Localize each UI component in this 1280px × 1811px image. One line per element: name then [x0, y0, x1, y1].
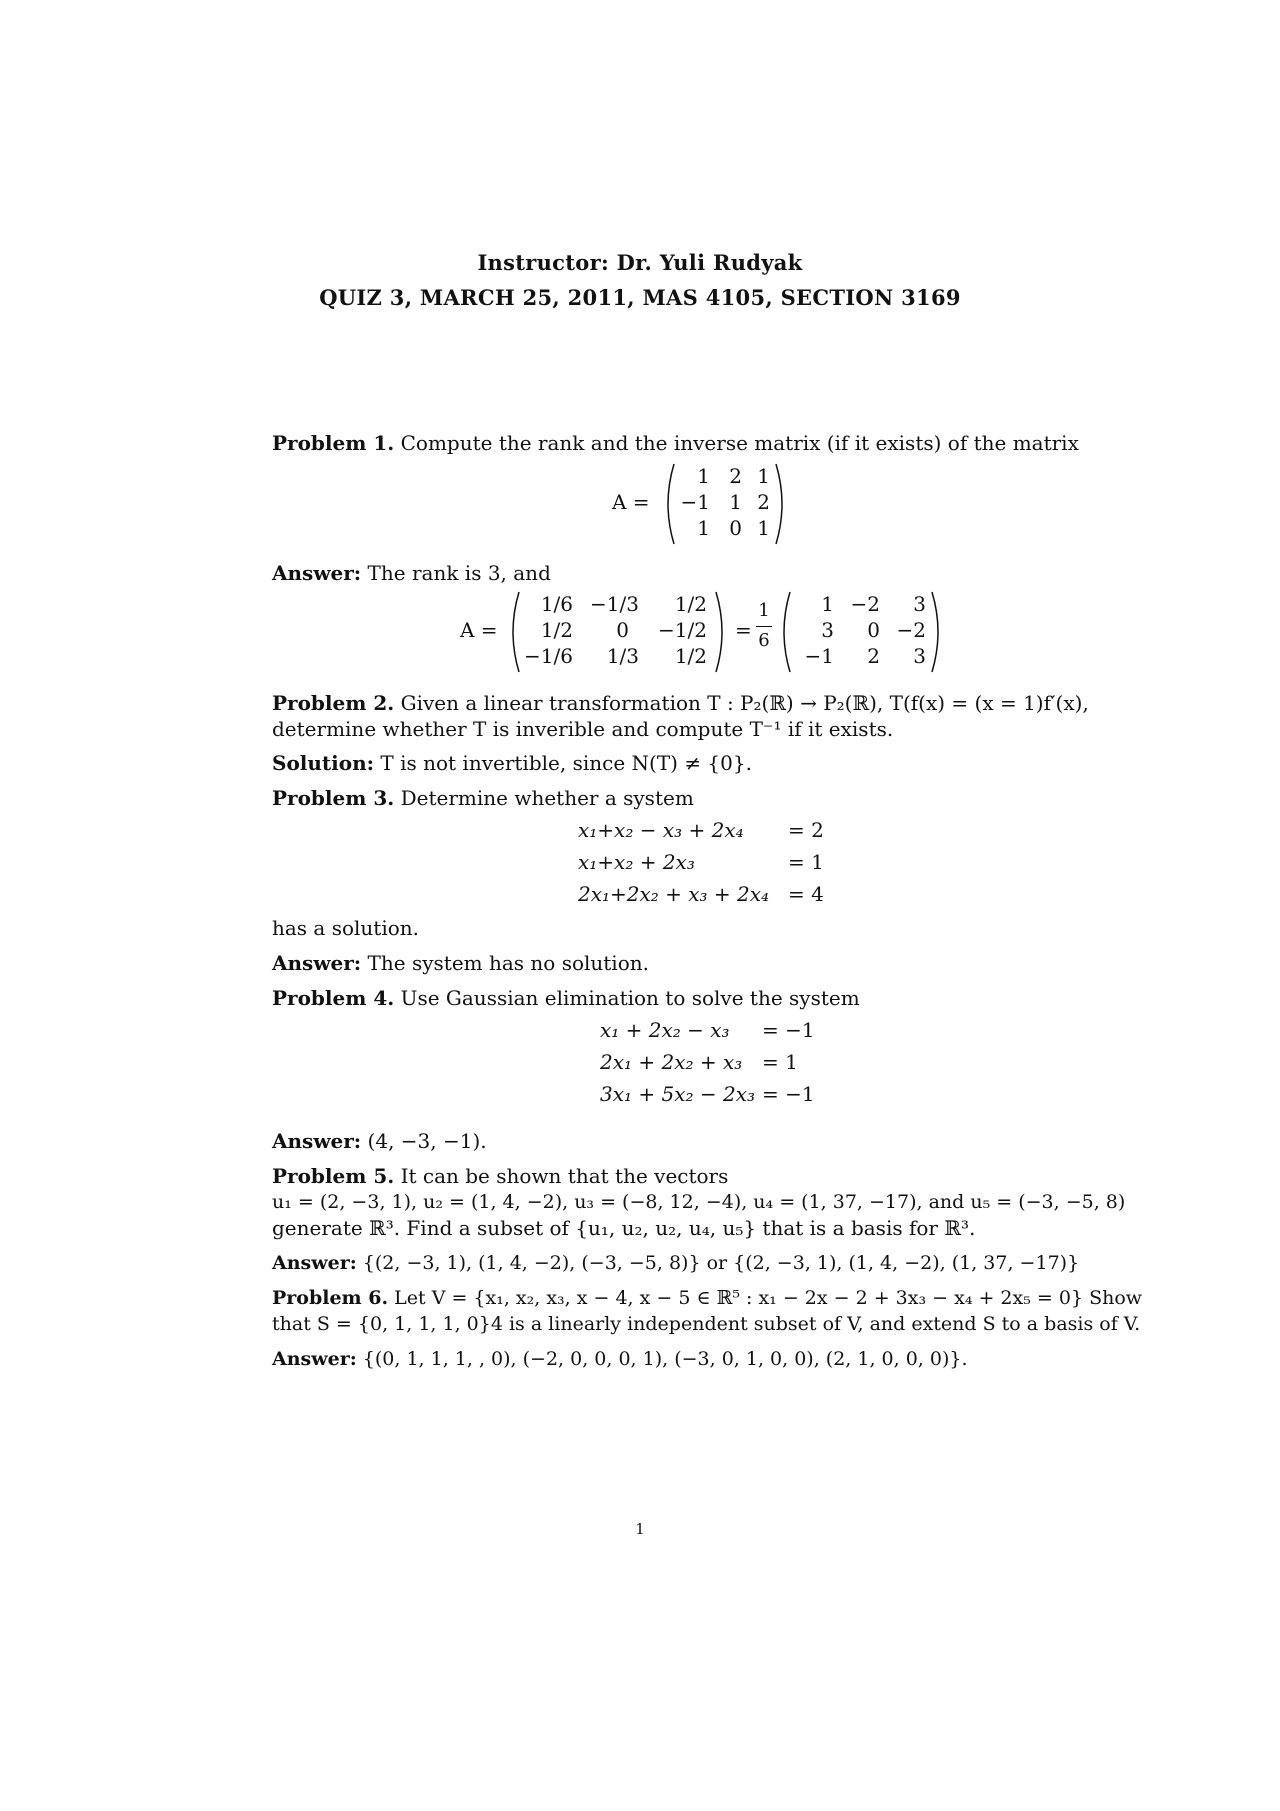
- scaled-cell: 2: [867, 644, 880, 668]
- inverse-cell: 1/2: [674, 592, 707, 616]
- problem-5-text: It can be shown that the vectors: [400, 1164, 729, 1188]
- problem-1-label: Problem 1.: [272, 431, 395, 455]
- scaled-cell: 3: [913, 644, 926, 668]
- matrix-a-cell: 1: [697, 516, 710, 540]
- system-4-rhs: = 1: [762, 1050, 798, 1074]
- matrix-a-cell: 2: [729, 464, 742, 488]
- inverse-name: A =: [460, 618, 498, 642]
- problem-4-answer: [272, 1128, 487, 1154]
- inverse-cell: 0: [616, 618, 629, 642]
- scaled-cell: −1: [804, 644, 834, 668]
- system-4-rhs: = −1: [762, 1082, 815, 1106]
- scaled-cell: 3: [913, 592, 926, 616]
- problem-4: [272, 985, 860, 1011]
- problem-3-label: Problem 3.: [272, 786, 395, 810]
- page-number: 1: [635, 1520, 645, 1538]
- problem-5-question: generate ℝ³. Find a subset of {u₁, u₂, u₂, u₄, u₅} that is a basis for ℝ³.: [272, 1216, 976, 1240]
- matrix-a-cell: 2: [757, 490, 770, 514]
- inverse-cell: −1/2: [658, 618, 707, 642]
- solution-label: Solution:: [272, 751, 375, 775]
- answer-text: The system has no solution.: [367, 951, 649, 975]
- answer-text: The rank is 3, and: [367, 561, 551, 585]
- problem-6-line2: that S = {0, 1, 1, 1, 0}4 is a linearly independent subset of V, and extend S to a basis of V.: [272, 1313, 1141, 1335]
- problem-1: [272, 430, 1079, 456]
- scaled-cell: 1: [821, 592, 834, 616]
- inverse-cell: −1/3: [590, 592, 639, 616]
- problem-2-line1: Given a linear transformation T : P₂(ℝ) → P₂(ℝ), T(f(x) = (x = 1)f′(x),: [400, 691, 1089, 715]
- system-3-rhs: = 4: [788, 882, 824, 906]
- system-3-lhs: 2x₁+2x₂ + x₃ + 2x₄: [578, 882, 770, 906]
- problem-6-line1: Let V = {x₁, x₂, x₃, x − 4, x − 5 ∈ ℝ⁵ : x₁ − 2x − 2 + 3x₃ − x₄ + 2x₅ = 0} Show: [394, 1287, 1143, 1309]
- system-4-lhs: 2x₁ + 2x₂ + x₃: [600, 1050, 743, 1074]
- problem-6-label: Problem 6.: [272, 1287, 389, 1309]
- scaled-cell: −2: [896, 618, 926, 642]
- system-4-lhs: 3x₁ + 5x₂ − 2x₃: [600, 1082, 756, 1106]
- problem-3-text: Determine whether a system: [400, 786, 694, 810]
- matrix-a: [660, 462, 790, 546]
- problem-4-text: Use Gaussian elimination to solve the system: [400, 986, 860, 1010]
- inverse-cell: 1/3: [606, 644, 639, 668]
- system-4-lhs: x₁ + 2x₂ − x₃: [600, 1018, 730, 1042]
- problem-3: [272, 785, 694, 811]
- problem-6-answer: [272, 1346, 968, 1372]
- fraction-numerator: 1: [758, 600, 770, 621]
- answer-text: {(2, −3, 1), (1, 4, −2), (−3, −5, 8)} or {(2, −3, 1), (1, 4, −2), (1, 37, −17)}: [362, 1252, 1080, 1274]
- equals-sign: =: [735, 618, 752, 642]
- problem-6: [272, 1285, 1142, 1311]
- inverse-cell: 1/2: [674, 644, 707, 668]
- matrix-a-cell: 1: [757, 464, 770, 488]
- instructor-line: Instructor: Dr. Yuli Rudyak: [477, 250, 803, 275]
- scaled-cell: 3: [821, 618, 834, 642]
- answer-label: Answer:: [272, 1129, 362, 1153]
- system-3-lhs: x₁+x₂ + 2x₃: [578, 850, 695, 874]
- inverse-cell: 1/2: [540, 618, 573, 642]
- problem-5: [272, 1163, 728, 1189]
- problem-2-solution: [272, 750, 752, 776]
- quiz-title: QUIZ 3, MARCH 25, 2011, MAS 4105, SECTION 3169: [319, 285, 961, 310]
- answer-label: Answer:: [272, 1348, 357, 1370]
- scaled-cell: −2: [850, 592, 880, 616]
- problem-1-answer: [272, 560, 551, 586]
- inverse-cell: −1/6: [524, 644, 573, 668]
- system-3-rhs: = 1: [788, 850, 824, 874]
- matrix-a-cell: −1: [680, 490, 710, 514]
- problem-5-answer: [272, 1250, 1079, 1276]
- problem-2-line2: determine whether T is inverible and compute T⁻¹ if it exists.: [272, 717, 894, 741]
- answer-text: {(0, 1, 1, 1, , 0), (−2, 0, 0, 0, 1), (−3, 0, 1, 0, 0), (2, 1, 0, 0, 0)}.: [362, 1348, 968, 1370]
- matrix-a-cell: 1: [729, 490, 742, 514]
- system-3-rhs: = 2: [788, 818, 824, 842]
- problem-2-label: Problem 2.: [272, 691, 395, 715]
- solution-text: T is not invertible, since N(T) ≠ {0}.: [380, 751, 752, 775]
- problem-5-vectors: u₁ = (2, −3, 1), u₂ = (1, 4, −2), u₃ = (−8, 12, −4), u₄ = (1, 37, −17), and u₅ = (−3, −5, 8): [272, 1191, 1126, 1213]
- system-3-lhs: x₁+x₂ − x₃ + 2x₄: [578, 818, 744, 842]
- problem-3-after: has a solution.: [272, 916, 420, 940]
- inverse-cell: 1/6: [540, 592, 573, 616]
- matrix-a-cell: 1: [757, 516, 770, 540]
- problem-5-label: Problem 5.: [272, 1164, 395, 1188]
- problem-2: [272, 690, 1089, 716]
- problem-4-label: Problem 4.: [272, 986, 395, 1010]
- answer-label: Answer:: [272, 561, 362, 585]
- answer-label: Answer:: [272, 951, 362, 975]
- matrix-a-cell: 0: [729, 516, 742, 540]
- answer-label: Answer:: [272, 1252, 357, 1274]
- system-4-rhs: = −1: [762, 1018, 815, 1042]
- scaled-matrix: [776, 590, 946, 674]
- problem-3-answer: [272, 950, 649, 976]
- matrix-a-name: A =: [612, 490, 650, 514]
- scaled-cell: 0: [867, 618, 880, 642]
- problem-1-text: Compute the rank and the inverse matrix (if it exists) of the matrix: [400, 431, 1079, 455]
- inverse-matrix: [505, 590, 730, 674]
- fraction-denominator: 6: [758, 630, 770, 651]
- answer-text: (4, −3, −1).: [367, 1129, 487, 1153]
- matrix-a-cell: 1: [697, 464, 710, 488]
